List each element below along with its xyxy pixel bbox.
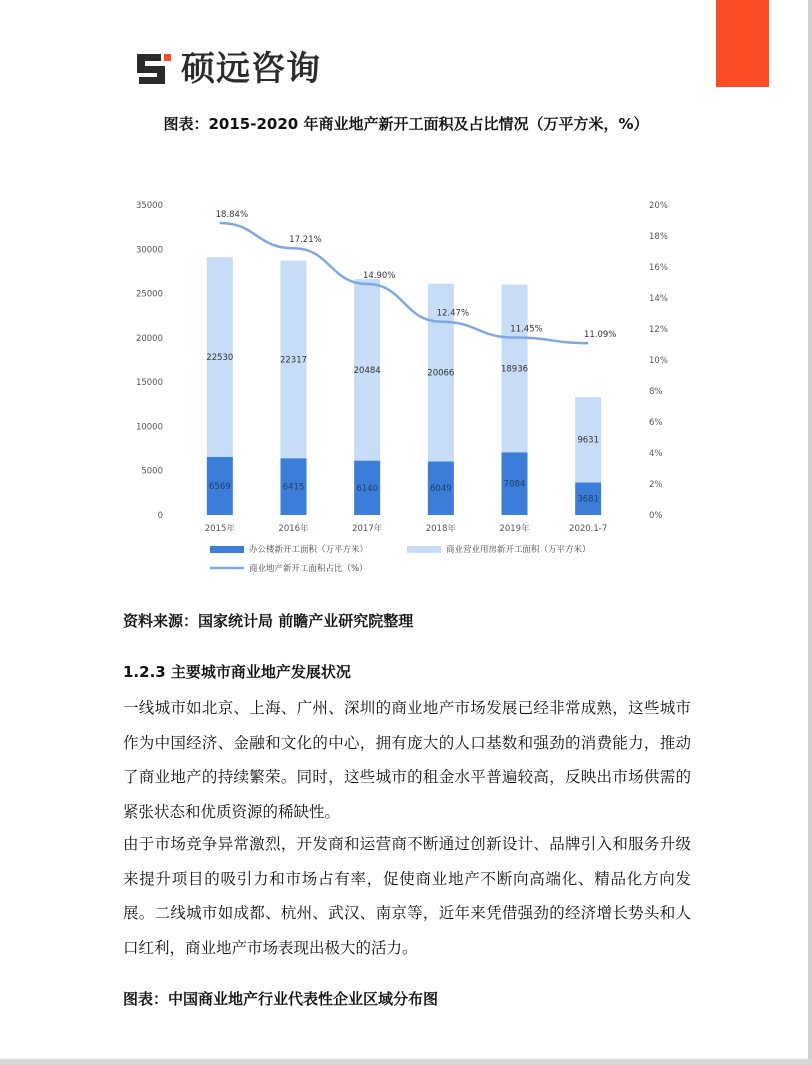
y-axis-tick-label: 20000 <box>135 333 163 344</box>
y2-axis-tick-label: 6% <box>649 418 663 428</box>
bar-commercial-value-label: 22317 <box>279 355 308 366</box>
y2-axis-tick-label: 18% <box>649 232 668 242</box>
x-axis-tick-label: 2016年 <box>278 524 309 534</box>
source-note: 资料来源：国家统计局 前瞻产业研究院整理 <box>123 612 414 630</box>
bar-commercial-value-label: 20066 <box>427 368 455 379</box>
corner-accent-tab <box>716 0 769 87</box>
bar-commercial-value-label: 18936 <box>500 364 529 375</box>
bar-commercial-value-label: 20484 <box>353 365 381 376</box>
y2-axis-tick-label: 12% <box>649 325 668 335</box>
share-line-value-label: 18.84% <box>215 209 249 220</box>
share-line-value-label: 17.21% <box>289 235 322 246</box>
page-edge-right <box>808 0 812 1065</box>
legend-share-label: 商业地产新开工面积占比（%） <box>249 564 368 574</box>
body-paragraph-2: 由于市场竞争异常激烈，开发商和运营商不断通过创新设计、品牌引入和服务升级来提升项目的吸引力和市场占有率，促使商业地产不断向高端化、精品化方向发展。二线城市如成都、杭州、武汉、南京等，近年来凭借强劲的经济增长势头和人口红利，商业地产市场表现出极大的活力。 <box>123 835 691 957</box>
body-paragraph-1: 一线城市如北京、上海、广州、深圳的商业地产市场发展已经非常成熟，这些城市作为中国经济、金融和文化的中心，拥有庞大的人口基数和强劲的消费能力，推动了商业地产的持续繁荣。同时，这些城市的租金水平普遍较高，反映出市场供需的紧张状态和优质资源的稀缺性。 <box>123 699 691 821</box>
brand-logo-icon <box>135 52 173 86</box>
x-axis-tick-label: 2019年 <box>499 524 530 534</box>
share-line-value-label: 12.47% <box>436 308 470 319</box>
share-line-value-label: 14.90% <box>362 271 396 282</box>
share-line-value-label: 11.09% <box>583 330 617 341</box>
brand-logo <box>135 50 321 88</box>
page-edge-bottom <box>0 1059 812 1065</box>
legend-office-label: 办公楼新开工面积（万平方米） <box>249 545 369 555</box>
bar-office-value-label: 6140 <box>356 483 378 494</box>
figure-caption: 图表：中国商业地产行业代表性企业区域分布图 <box>123 990 439 1008</box>
legend-office-swatch <box>210 546 244 553</box>
x-axis-tick-label: 2015年 <box>204 524 235 534</box>
section-heading: 1.2.3 主要城市商业地产发展状况 <box>123 663 351 681</box>
y-axis-tick-label: 5000 <box>141 466 163 477</box>
stacked-bar-line-chart <box>125 190 685 585</box>
bar-office-value-label: 6569 <box>209 481 231 492</box>
y2-axis-tick-label: 2% <box>649 480 663 490</box>
y-axis-tick-label: 25000 <box>135 289 163 300</box>
y-axis-tick-label: 10000 <box>135 422 163 433</box>
x-axis-tick-label: 2018年 <box>425 524 456 534</box>
y-axis-tick-label: 0 <box>157 511 163 521</box>
bar-commercial-value-label: 22530 <box>206 353 234 364</box>
y2-axis-tick-label: 20% <box>649 201 668 211</box>
x-axis-tick-label: 2017年 <box>352 524 383 534</box>
brand-name: 硕远咨询 <box>181 49 321 89</box>
bar-office-value-label: 7084 <box>503 479 526 490</box>
y-axis-tick-label: 35000 <box>135 201 163 211</box>
y2-axis-tick-label: 16% <box>649 263 668 273</box>
bar-office-value-label: 3681 <box>577 494 599 505</box>
y2-axis-tick-label: 10% <box>649 356 668 366</box>
x-axis-tick-label: 2020.1-7 <box>569 524 608 534</box>
y2-axis-tick-label: 4% <box>649 449 663 459</box>
bar-office-value-label: 6049 <box>430 484 452 495</box>
y2-axis-tick-label: 14% <box>649 294 668 304</box>
chart-title: 图表：2015-2020 年商业地产新开工面积及占比情况（万平方米，%） <box>163 115 649 133</box>
bar-commercial-value-label: 9631 <box>577 435 599 446</box>
bar-office-value-label: 6415 <box>282 482 305 493</box>
y2-axis-tick-label: 8% <box>649 387 663 397</box>
y-axis-tick-label: 15000 <box>135 378 163 389</box>
share-line-value-label: 11.45% <box>510 324 543 335</box>
y2-axis-tick-label: 0% <box>649 511 663 521</box>
legend-commercial-label: 商业营业用房新开工面积（万平方米） <box>446 545 591 555</box>
y-axis-tick-label: 30000 <box>135 245 163 256</box>
legend-commercial-swatch <box>407 546 441 553</box>
